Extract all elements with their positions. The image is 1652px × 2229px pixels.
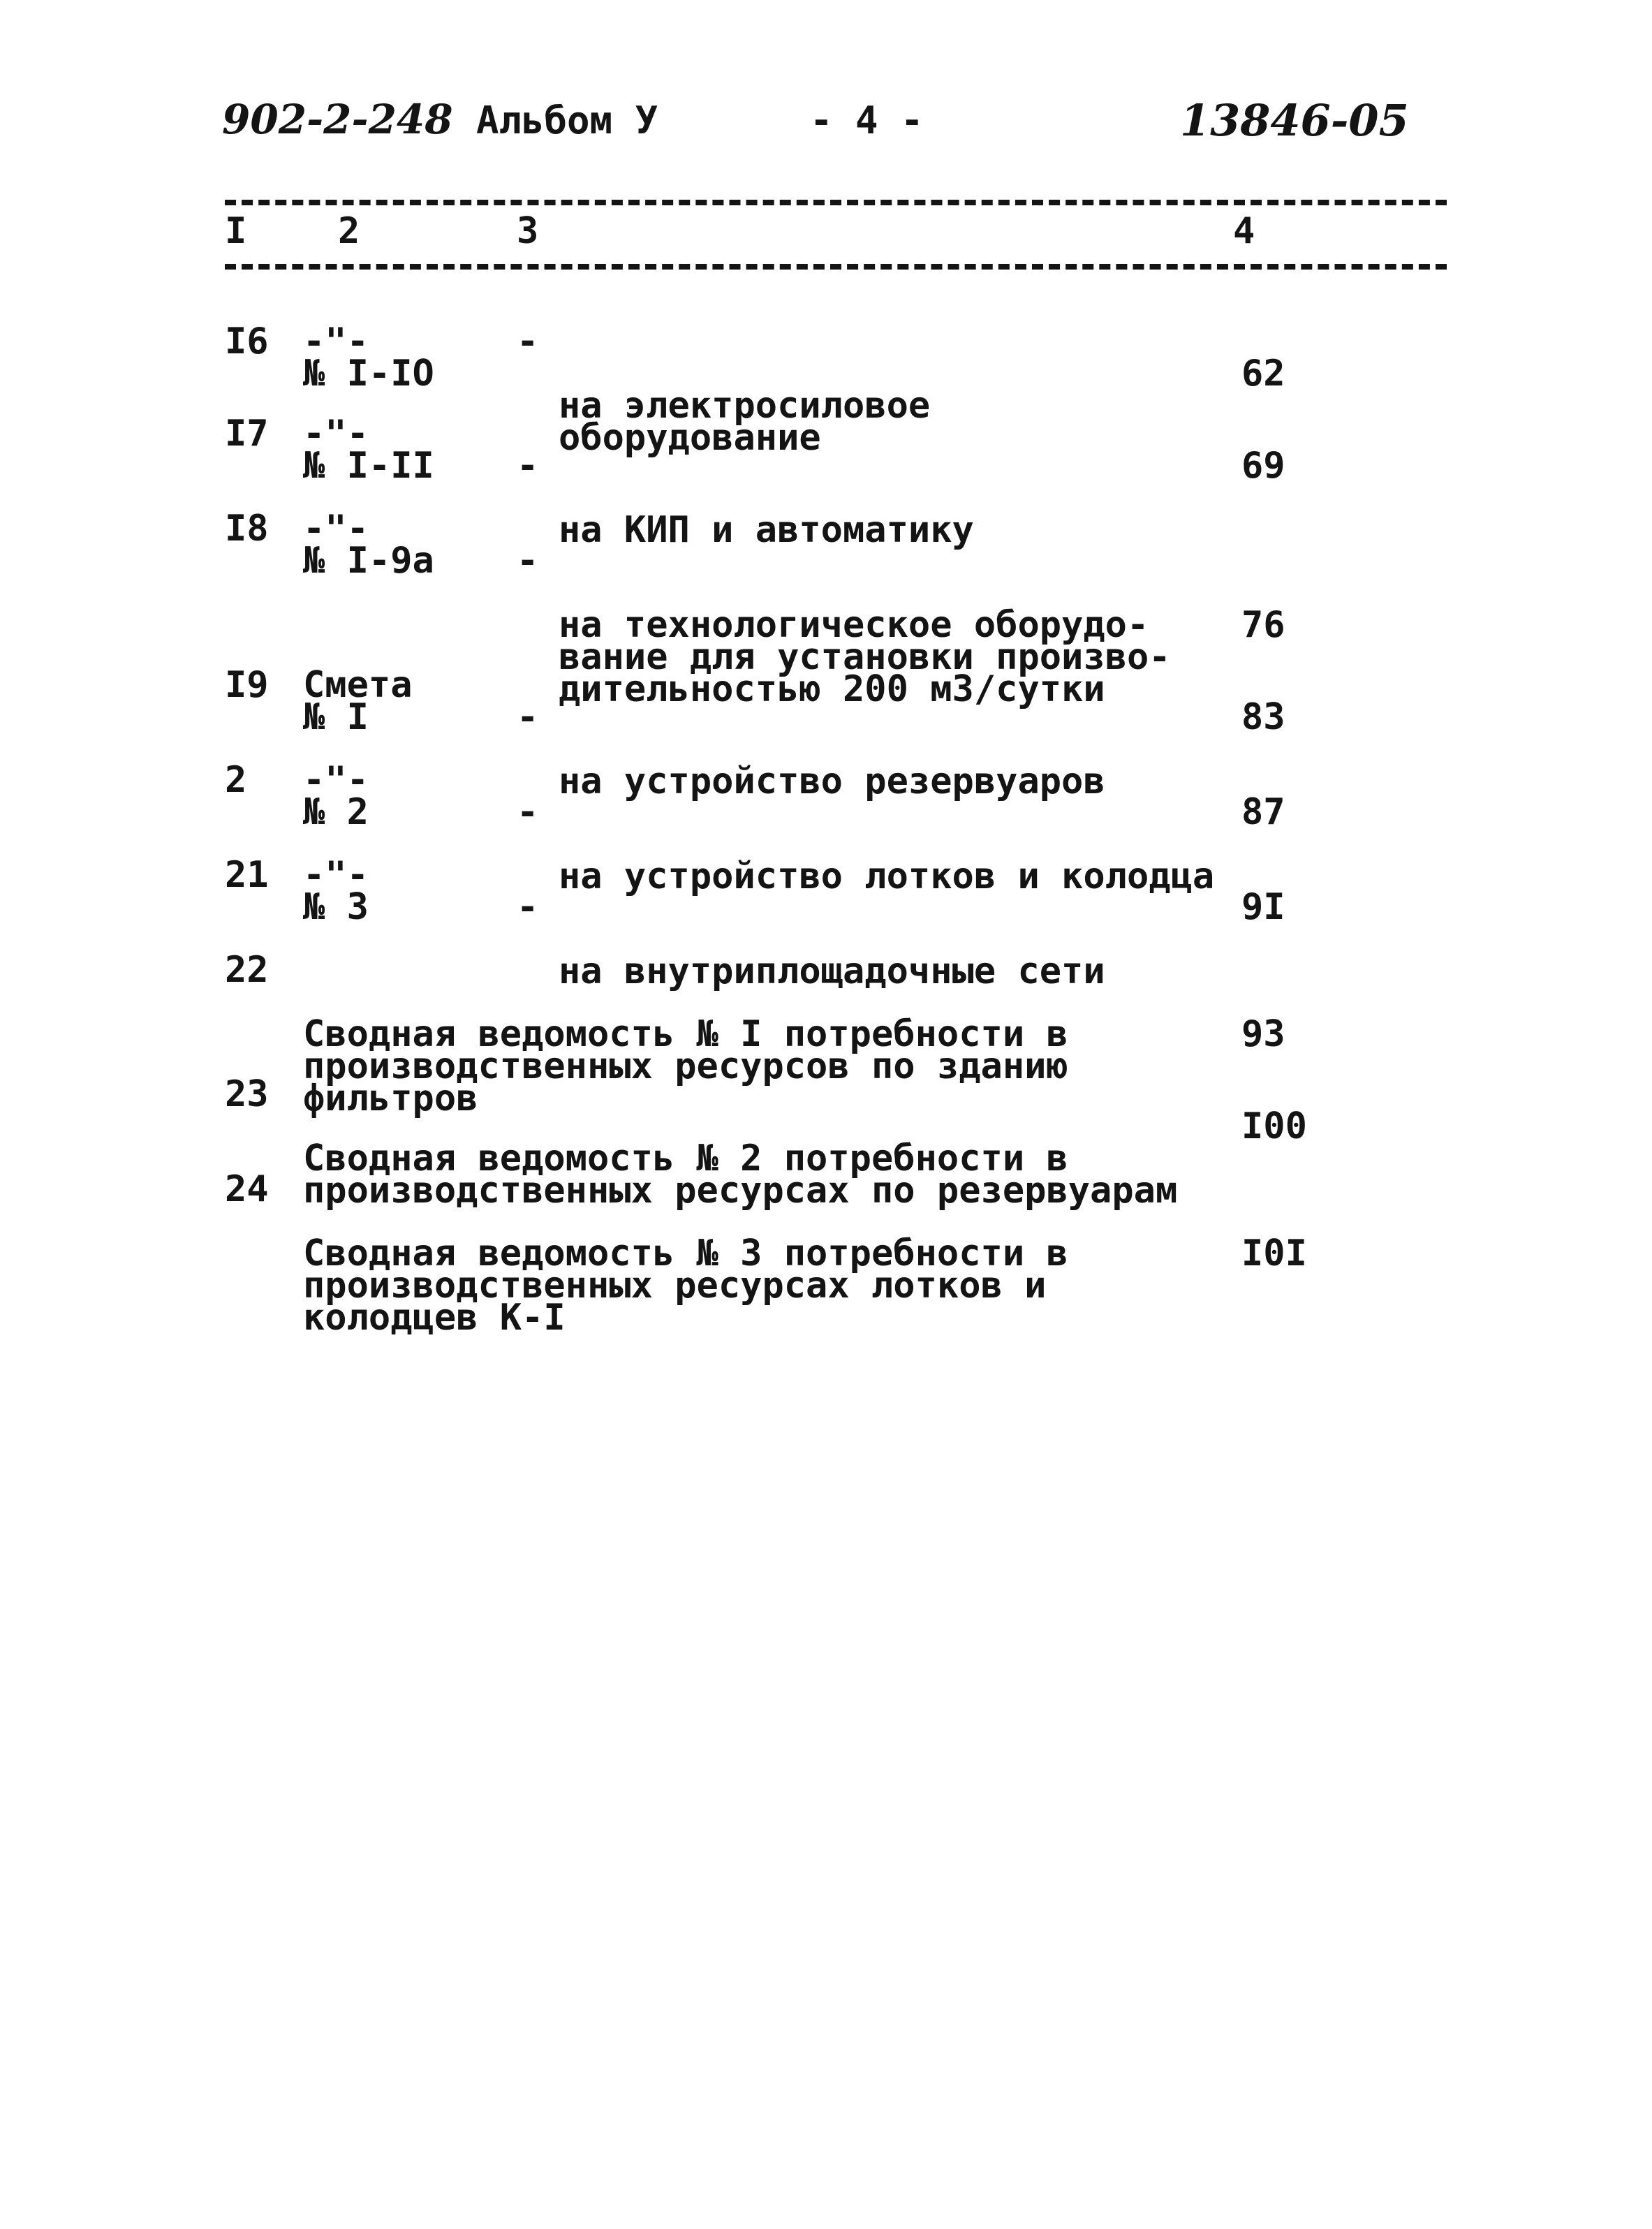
- row-description: на устройство резервуаров: [559, 760, 1105, 802]
- estimate-label: Смета: [303, 664, 413, 706]
- row-number: 23: [225, 1073, 269, 1115]
- album-label: Альбом У: [476, 98, 658, 142]
- column-number-2: 2: [338, 210, 360, 252]
- doc-code: 902-2-248: [222, 96, 453, 143]
- row-description: на электросиловое оборудование: [559, 385, 931, 459]
- page-ref: 69: [1241, 445, 1285, 487]
- page-ref: 62: [1241, 353, 1285, 395]
- row-description: на технологическое оборудо- вание для установки произво- дительностью 200 м3/сутки: [559, 604, 1171, 710]
- row-number: I6: [225, 321, 269, 362]
- page-ref: I0I: [1241, 1233, 1307, 1274]
- page-ref: 9I: [1241, 886, 1285, 928]
- row-dash: -: [517, 540, 539, 582]
- row-description: на устройство лотков и колодца: [559, 855, 1215, 897]
- row-dash: -: [517, 791, 539, 833]
- ditto-mark: -"-: [303, 321, 369, 362]
- estimate-ref: № I-II: [303, 445, 434, 487]
- row-description: Сводная ведомость № 2 потребности в производственных ресурсах по резервуарам: [303, 1138, 1178, 1212]
- column-number-1: I: [225, 210, 247, 252]
- page-ref: 87: [1241, 791, 1285, 833]
- row-dash: -: [517, 445, 539, 487]
- row-description: Сводная ведомость № 3 потребности в производственных ресурсах лотков и колодцев К-I: [303, 1233, 1068, 1339]
- ditto-mark: -"-: [303, 854, 369, 896]
- page-ref: I00: [1241, 1105, 1307, 1147]
- estimate-ref: № 3: [303, 886, 369, 928]
- page-ref: 93: [1241, 1013, 1285, 1055]
- dashed-rule-bottom: [225, 264, 1447, 270]
- row-dash: -: [517, 696, 539, 738]
- ditto-mark: -"-: [303, 508, 369, 550]
- row-number: 22: [225, 949, 269, 991]
- row-number: I7: [225, 413, 269, 455]
- row-description: на КИП и автоматику: [559, 509, 974, 551]
- ditto-mark: -"-: [303, 413, 369, 455]
- estimate-ref: № I: [303, 696, 369, 738]
- row-description: на внутриплощадочные сети: [559, 950, 1105, 992]
- ditto-mark: -"-: [303, 759, 369, 801]
- page-ref: 83: [1241, 696, 1285, 738]
- page-ref: 76: [1241, 604, 1285, 646]
- row-number: 21: [225, 854, 269, 896]
- row-dash: -: [517, 321, 539, 362]
- inventory-number: 13846-05: [1180, 95, 1409, 146]
- estimate-ref: № 2: [303, 791, 369, 833]
- row-number: I8: [225, 508, 269, 550]
- row-number: 2: [225, 759, 247, 801]
- dashed-rule-top: [225, 200, 1447, 205]
- estimate-ref: № I-IO: [303, 353, 434, 395]
- estimate-ref: № I-9а: [303, 540, 434, 582]
- row-number: 24: [225, 1168, 269, 1210]
- row-number: I9: [225, 664, 269, 706]
- column-number-3: 3: [517, 210, 539, 252]
- row-description: Сводная ведомость № I потребности в производственных ресурсов по зданию фильтров: [303, 1013, 1068, 1119]
- row-dash: -: [517, 886, 539, 928]
- column-number-4: 4: [1233, 210, 1255, 252]
- page-number: - 4 -: [810, 98, 924, 142]
